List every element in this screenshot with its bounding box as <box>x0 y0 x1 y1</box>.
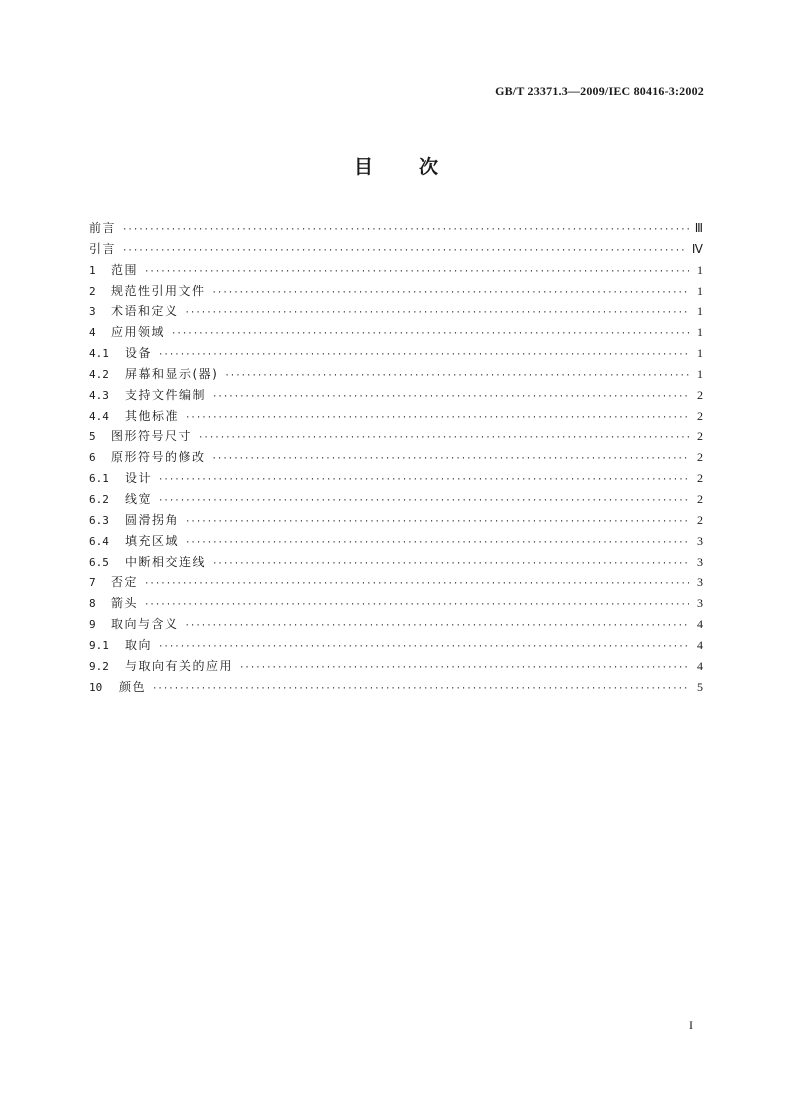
toc-leader-dots <box>212 283 689 302</box>
toc-entry-page: 4 <box>697 637 703 652</box>
toc-entry-number: 4.4 <box>89 409 109 423</box>
toc-leader-dots <box>144 574 689 593</box>
toc-leader-dots <box>158 345 689 364</box>
toc-entry-number: 3 <box>89 305 96 319</box>
toc-entry-page: 3 <box>697 575 703 590</box>
toc-leader-dots <box>158 491 689 510</box>
toc-leader-dots <box>158 637 689 656</box>
toc-entry[interactable] <box>89 218 703 239</box>
toc-leader-dots <box>122 220 689 239</box>
toc-entry-label: 圆滑拐角 <box>125 512 180 527</box>
toc-entry[interactable] <box>89 614 703 635</box>
toc-entry[interactable] <box>89 593 703 614</box>
toc-entry-label: 设备 <box>125 346 153 361</box>
toc-entry-label: 范围 <box>111 262 139 277</box>
toc-entry-page: 2 <box>697 491 703 506</box>
toc-leader-dots <box>212 554 689 573</box>
toc-entry-label: 线宽 <box>125 491 153 506</box>
toc-entry[interactable] <box>89 239 703 260</box>
toc-entry-label: 前言 <box>89 221 117 235</box>
toc-entry[interactable] <box>89 260 703 281</box>
toc-entry-page: 1 <box>697 325 703 340</box>
toc-entry-number: 1 <box>89 263 96 277</box>
toc-entry-label: 引言 <box>89 241 117 256</box>
toc-entry[interactable] <box>89 677 703 698</box>
toc-entry[interactable] <box>89 656 703 677</box>
toc-entry-page: Ⅲ <box>694 221 703 235</box>
toc-entry[interactable] <box>89 552 703 573</box>
toc-entry-number: 9.2 <box>89 659 109 673</box>
toc-entry-label: 应用领域 <box>111 325 166 340</box>
toc-entry-page: 1 <box>697 304 703 319</box>
toc-entry[interactable] <box>89 281 703 302</box>
toc-entry[interactable] <box>89 426 703 447</box>
toc-entry-number: 6 <box>89 451 96 465</box>
toc-entry-page: 2 <box>697 512 703 527</box>
toc-entry-page: 2 <box>697 387 703 402</box>
toc-entry-page: 4 <box>697 658 703 673</box>
toc-entry-number: 9.1 <box>89 638 109 652</box>
toc-entry-label: 填充区域 <box>125 533 180 548</box>
toc-entry-label: 其他标准 <box>125 408 180 423</box>
toc-leader-dots <box>185 408 689 427</box>
toc-entry-number: 6.2 <box>89 492 109 506</box>
toc-entry[interactable] <box>89 531 703 552</box>
toc-entry-label: 原形符号的修改 <box>111 450 206 465</box>
toc-entry-number: 7 <box>89 576 96 590</box>
toc-entry-page: 2 <box>697 450 703 465</box>
toc-leader-dots <box>185 616 689 635</box>
page-number: I <box>689 1018 693 1032</box>
toc-leader-dots <box>144 262 689 281</box>
toc-leader-dots <box>198 428 689 447</box>
toc-entry-number: 6.1 <box>89 472 109 486</box>
toc-entry-number: 4.1 <box>89 347 109 361</box>
toc-entry-page: 2 <box>697 408 703 423</box>
toc-leader-dots <box>185 512 689 531</box>
toc-title <box>0 152 792 179</box>
toc-leader-dots <box>185 533 689 552</box>
toc-entry-number: 8 <box>89 597 96 611</box>
toc-entry[interactable] <box>89 510 703 531</box>
toc-entry-label: 中断相交连线 <box>125 554 207 569</box>
toc-entry-label: 取向 <box>125 637 153 652</box>
toc-entry[interactable] <box>89 635 703 656</box>
toc-entry[interactable] <box>89 364 703 385</box>
toc-entry-label: 规范性引用文件 <box>111 283 206 298</box>
toc-entry-number: 4.2 <box>89 367 109 381</box>
toc-entry-label: 与取向有关的应用 <box>125 658 234 673</box>
toc-title-char-1: 目 <box>353 156 373 178</box>
toc-entry-number: 5 <box>89 430 96 444</box>
toc-leader-dots <box>224 366 689 385</box>
toc-entry-number: 4 <box>89 326 96 340</box>
toc-entry[interactable] <box>89 489 703 510</box>
toc-entry-label: 术语和定义 <box>111 304 179 319</box>
toc-entry[interactable] <box>89 572 703 593</box>
toc-entry-number: 10 <box>89 680 103 694</box>
toc-leader-dots <box>212 387 689 406</box>
toc-entry-page: 1 <box>697 346 703 361</box>
toc-title-char-2: 次 <box>419 156 439 178</box>
toc-entry-page: 3 <box>697 554 703 569</box>
toc-entry-page: 2 <box>697 471 703 486</box>
table-of-contents <box>89 218 703 697</box>
toc-entry-page: 2 <box>697 429 703 444</box>
toc-entry[interactable] <box>89 447 703 468</box>
toc-leader-dots <box>212 449 689 468</box>
toc-leader-dots <box>239 658 689 677</box>
toc-leader-dots <box>122 241 686 260</box>
toc-entry-number: 2 <box>89 284 96 298</box>
toc-leader-dots <box>158 470 689 489</box>
toc-entry-label: 取向与含义 <box>111 617 179 632</box>
standard-code-header: GB/T 23371.3—2009/IEC 80416-3:2002 <box>495 84 704 98</box>
toc-entry-number: 6.5 <box>89 555 109 569</box>
toc-entry-number: 6.3 <box>89 513 109 527</box>
toc-entry-page: 4 <box>697 617 703 632</box>
toc-leader-dots <box>144 595 689 614</box>
toc-entry-number: 4.3 <box>89 388 109 402</box>
toc-leader-dots <box>185 303 689 322</box>
toc-entry-page: 1 <box>697 283 703 298</box>
toc-entry-page: Ⅳ <box>691 241 703 256</box>
toc-entry-page: 1 <box>697 366 703 381</box>
toc-entry-label: 箭头 <box>111 596 139 611</box>
toc-entry-page: 5 <box>697 679 703 694</box>
toc-entry-label: 支持文件编制 <box>125 387 207 402</box>
toc-leader-dots <box>171 324 689 343</box>
toc-entry-page: 3 <box>697 533 703 548</box>
toc-leader-dots <box>152 679 689 698</box>
toc-entry-label: 颜色 <box>119 679 147 694</box>
toc-entry[interactable] <box>89 301 703 322</box>
toc-entry-page: 3 <box>697 596 703 611</box>
toc-entry-number: 6.4 <box>89 534 109 548</box>
toc-entry[interactable] <box>89 385 703 406</box>
toc-entry[interactable] <box>89 343 703 364</box>
toc-entry-page: 1 <box>697 262 703 277</box>
toc-entry-label: 否定 <box>111 575 139 590</box>
toc-entry-label: 图形符号尺寸 <box>111 429 193 444</box>
toc-entry[interactable] <box>89 322 703 343</box>
toc-entry-label: 设计 <box>125 471 153 486</box>
toc-entry-number: 9 <box>89 618 96 632</box>
toc-entry[interactable] <box>89 406 703 427</box>
toc-entry-label: 屏幕和显示(器) <box>125 366 219 381</box>
toc-entry[interactable] <box>89 468 703 489</box>
